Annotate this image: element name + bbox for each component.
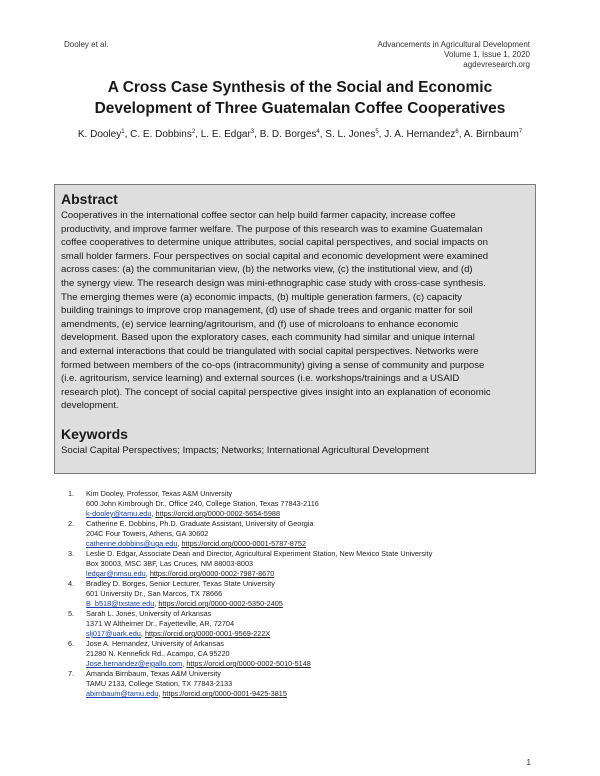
abstract-line: research plot). The concept of social capital perspective gives insight into an explanation of economic <box>61 386 491 398</box>
affiliation-marker: 7 <box>518 129 523 135</box>
footnote-affiliation: Jose A. Hernandez, University of Arkansas <box>86 639 224 648</box>
abstract-line: The emerging themes were (a) economic impacts, (b) multiple generation farmers, (c) capacity <box>61 291 462 303</box>
title-line-2: Development of Three Guatemalan Coffee Cooperatives <box>94 100 506 117</box>
footnote-number: 2. <box>68 519 75 528</box>
footnote-affiliation: Kim Dooley, Professor, Texas A&M University <box>86 489 233 498</box>
affiliation-marker: 4 <box>316 129 320 135</box>
author-list <box>30 129 570 140</box>
abstract-box <box>54 184 536 474</box>
affiliation-marker: 6 <box>455 129 459 135</box>
footnote-number: 6. <box>68 639 75 648</box>
footnote-address: TAMU 2133, College Station, TX 77843-2133 <box>86 679 233 688</box>
running-header-authors: Dooley et al. <box>64 40 109 49</box>
footnote-item: 5. Sarah L. Jones, University of Arkansas 1371 W Altheimer Dr., Fayetteville, AR, 72704 slj017@uark.edu, https://orcid.org/0000-0001-9569-222X <box>64 609 544 639</box>
abstract-heading: Abstract <box>61 191 118 207</box>
journal-header <box>377 40 530 70</box>
email-link[interactable]: slj017@uark.edu <box>86 629 141 638</box>
email-link[interactable]: catherine.dobbins@uga.edu <box>86 539 178 548</box>
footnote-affiliation: Amanda Birnbaum, Texas A&M University <box>86 669 221 678</box>
author: S. L. Jones$^5$, <box>325 129 385 140</box>
affiliation-marker: 5 <box>375 129 379 135</box>
footnote-item: 2. Catherine E. Dobbins, Ph.D. Graduate Assistant, University of Georgia 204C Four Towers, Athens, GA 30602 catherine.dobbins@uga.edu, https://orcid.org/0000-0001-5787-8752 <box>64 519 544 549</box>
orcid-link[interactable]: https://orcid.org/0000-0002-5350-2405 <box>158 599 283 608</box>
footnote-item: 3. Leslie D. Edgar, Associate Dean and Director, Agricultural Experiment Station, New Mexico State University Box 30003, MSC 3BF, Las Cruces, NM 88003-8003 ledgar@nmsu.edu, https://orcid.org/0000-0002-7987-8670 <box>64 549 544 579</box>
affiliation-marker: 2 <box>191 129 196 135</box>
abstract-body <box>61 209 529 413</box>
orcid-link[interactable]: https://orcid.org/0000-0002-5010-5148 <box>186 659 311 668</box>
footnote-number: 3. <box>68 549 75 558</box>
page-number: 1 <box>526 758 531 767</box>
abstract-line: across cases: (a) the communitarian view, (b) the networks view, (c) the institutional view, and (d) <box>61 264 473 276</box>
footnote-item: 4. Bradley D. Borges, Senior Lecturer, Texas State University 601 University Dr., San Marcos, TX 78666 B_b518@txstate.edu, https://orcid.org/0000-0002-5350-2405 <box>64 579 544 609</box>
email-link[interactable]: Jose.hernandez@ejgallo.com <box>86 659 183 668</box>
orcid-link[interactable]: https://orcid.org/0000-0002-5654-5988 <box>155 509 281 518</box>
footnote-address: 601 University Dr., San Marcos, TX 78666 <box>86 589 223 598</box>
author: C. E. Dobbins$^2$, <box>130 129 201 140</box>
affiliation-marker: 1 <box>121 129 125 135</box>
footnote-number: 5. <box>68 609 75 618</box>
abstract-line: building trainings to improve crop management, (d) use of shade trees and organic matter for soil <box>61 305 473 317</box>
orcid-link[interactable]: https://orcid.org/0000-0001-9569-222X <box>144 629 271 638</box>
footnote-affiliation: Sarah L. Jones, University of Arkansas <box>86 609 212 618</box>
abstract-line: amendments, (e) service learning/agritourism, and (f) use of microloans to enhance economic <box>61 318 459 330</box>
author: A. Birnbaum$^7$ <box>463 129 523 140</box>
footnote-address: 600 John Kimbrough Dr., Office 240, College Station, Texas 77843-2116 <box>86 499 319 508</box>
footnote-number: 4. <box>68 579 75 588</box>
orcid-link[interactable]: https://orcid.org/0000-0001-5787-8752 <box>181 539 306 548</box>
orcid-link[interactable]: https://orcid.org/0000-0002-7987-8670 <box>149 569 275 578</box>
journal-name: Advancements in Agricultural Development <box>377 40 530 49</box>
footnote-number: 1. <box>68 489 75 498</box>
author: B. D. Borges$^4$, <box>259 129 326 140</box>
footnote-address: 21280 N. Kennefick Rd., Acampo, CA 95220 <box>86 649 230 658</box>
paper-title <box>40 77 560 119</box>
footnote-affiliation: Catherine E. Dobbins, Ph.D. Graduate Assistant, University of Georgia <box>86 519 314 528</box>
abstract-line: formed between members of the co-ops (intracommunity) giving a sense of community and purpose <box>61 359 485 371</box>
email-link[interactable]: abirnbaum@tamu.edu <box>86 689 159 698</box>
footnote-address: 1371 W Altheimer Dr., Fayetteville, AR, 72704 <box>86 619 235 628</box>
keywords-text: Social Capital Perspectives; Impacts; Networks; International Agricultural Development <box>61 444 429 456</box>
author: L. E. Edgar$^3$, <box>200 129 260 140</box>
journal-volume: Volume 1, Issue 1, 2020 <box>444 50 530 59</box>
author: K. Dooley$^1$, <box>77 129 131 140</box>
footnote-affiliation: Bradley D. Borges, Senior Lecturer, Texas State University <box>86 579 275 588</box>
email-link[interactable]: ledgar@nmsu.edu <box>86 569 146 578</box>
footnote-item: 7. Amanda Birnbaum, Texas A&M University TAMU 2133, College Station, TX 77843-2133 abirnbaum@tamu.edu, https://orcid.org/0000-0001-9425-3815 <box>64 669 544 699</box>
footnote-address: 204C Four Towers, Athens, GA 30602 <box>86 529 209 538</box>
abstract-line: Cooperatives in the international coffee sector can help build farmer capacity, increase coffee <box>61 210 456 221</box>
abstract-line: productivity, and improve farmer welfare. The purpose of this research was to examine Guatemalan <box>61 223 483 235</box>
keywords-heading: Keywords <box>61 425 128 442</box>
email-link[interactable]: B_b518@txstate.edu <box>86 599 155 608</box>
title-line-1: A Cross Case Synthesis of the Social and Economic <box>107 79 493 96</box>
author-footnotes <box>64 489 544 699</box>
abstract-line: the synergy view. The research design was mini-ethnographic case study with cross-case synthesis. <box>61 277 486 289</box>
footnote-affiliation: Leslie D. Edgar, Associate Dean and Director, Agricultural Experiment Station, New Mexico State University <box>86 549 433 558</box>
footnote-address: Box 30003, MSC 3BF, Las Cruces, NM 88003-8003 <box>86 559 254 568</box>
footnote-item: 6. Jose A. Hernandez, University of Arkansas 21280 N. Kennefick Rd., Acampo, CA 95220 Jose.hernandez@ejgallo.com, https://orcid.org/0000-0002-5010-5148 <box>64 639 544 669</box>
affiliation-marker: 3 <box>250 129 255 135</box>
abstract-line: development. Based upon the exploratory cases, each community had similar and unique internal <box>61 332 475 344</box>
abstract-line: small holder farmers. Four perspectives on social capital and economic development were examined <box>61 250 489 262</box>
abstract-line: development. <box>61 400 119 412</box>
footnote-number: 7. <box>68 669 75 678</box>
author: J. A. Hernandez$^6$, <box>384 129 464 140</box>
orcid-link[interactable]: https://orcid.org/0000-0001-9425-3815 <box>162 689 287 698</box>
journal-site: agdevresearch.org <box>463 60 530 69</box>
email-link[interactable]: k-dooley@tamu.edu <box>86 509 152 518</box>
abstract-line: (i.e. agritourism, service learning) and external sources (i.e. workshops/trainings and a USAID <box>61 373 460 385</box>
abstract-line: coffee cooperatives to determine unique attributes, social capital perspectives, and social impacts on <box>61 237 488 249</box>
footnote-item: 1. Kim Dooley, Professor, Texas A&M University 600 John Kimbrough Dr., Office 240, College Station, Texas 77843-2116 k-dooley@tamu.edu, https://orcid.org/0000-0002-5654-5988 <box>64 489 544 519</box>
abstract-line: and external interactions that could be triangulated with social capital perspectives. Networks were <box>61 345 479 357</box>
